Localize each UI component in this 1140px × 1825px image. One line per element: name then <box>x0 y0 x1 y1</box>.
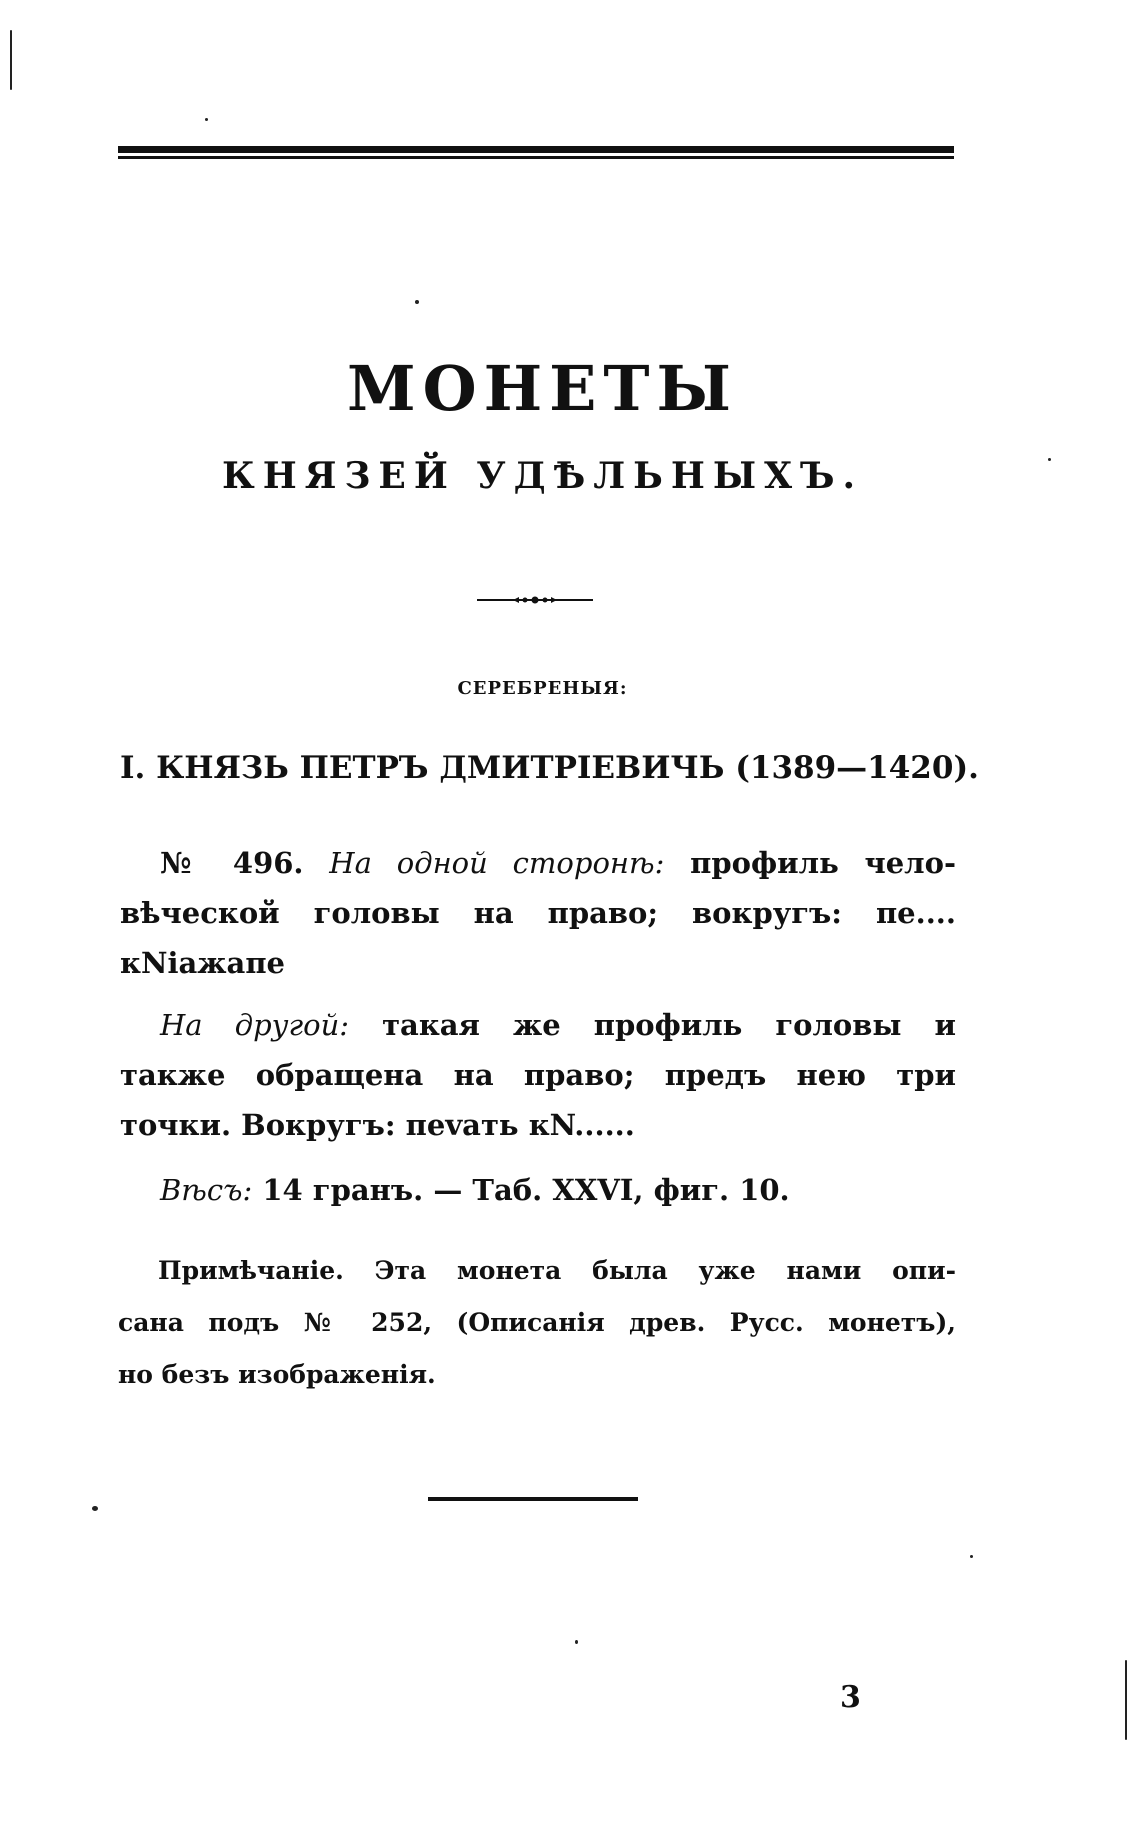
note-line-3: но безъ изображенія. <box>118 1360 436 1389</box>
reverse-label: На другой: <box>160 1008 350 1042</box>
scan-speck <box>415 300 419 304</box>
obverse-line-2: вѣческой головы на право; вокругъ: пе.... <box>120 896 956 930</box>
scan-speck <box>575 1640 578 1644</box>
weight-label: Вѣсъ: <box>160 1173 253 1207</box>
reverse-line-3: точки. Вокругъ: пеvать кN...... <box>120 1108 635 1142</box>
prince-heading: I. КНЯЗЬ ПЕТРЪ ДМИТРІЕВИЧЬ (1389—1420). <box>120 750 979 786</box>
obverse-line-3: кNіажапе <box>120 946 286 980</box>
coin-weight <box>120 1165 956 1215</box>
page-title: МОНЕТЫ <box>346 352 739 425</box>
ornament-divider <box>475 592 595 608</box>
scan-speck <box>970 1555 973 1558</box>
footer-rule <box>428 1497 638 1501</box>
coin-number: № 496. <box>160 846 304 880</box>
coin-entry-reverse <box>120 1000 956 1150</box>
section-label: СЕРЕБРЕНЫЯ: <box>457 678 628 699</box>
page-number: 3 <box>840 1680 861 1715</box>
obverse-text-start: профиль чело- <box>690 846 957 880</box>
note-line-1: Примѣчаніе. Эта монета была уже нами опи- <box>158 1256 956 1285</box>
scan-speck <box>205 118 208 121</box>
obverse-label: На одной сторонѣ: <box>329 846 665 880</box>
scan-speck <box>10 30 12 90</box>
scan-speck <box>92 1506 98 1511</box>
weight-text: 14 гранъ. — Таб. XXVI, фиг. 10. <box>262 1173 790 1207</box>
coin-entry-obverse <box>120 838 956 988</box>
scan-speck <box>1125 1660 1127 1740</box>
header-double-rule <box>118 146 954 159</box>
note-line-2: сана подъ № 252, (Описанія древ. Русс. монетъ), <box>118 1308 956 1337</box>
footnote <box>118 1245 956 1401</box>
reverse-text-start: такая же профиль головы и <box>382 1008 956 1042</box>
page-subtitle: КНЯЗЕЙ УДѢЛЬНЫХЪ. <box>221 455 864 497</box>
reverse-line-2: также обращена на право; предъ нею три <box>120 1058 956 1092</box>
